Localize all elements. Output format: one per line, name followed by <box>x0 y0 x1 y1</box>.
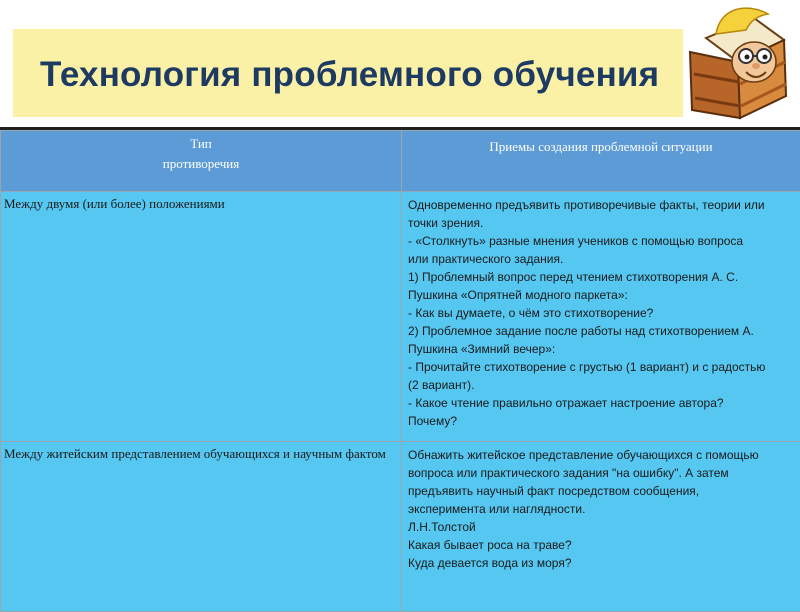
technique-line: Одновременно предъявить противоречивые факты, теории или <box>408 196 794 214</box>
techniques-cell <box>402 442 800 612</box>
technique-line: - Какое чтение правильно отражает настроение автора? <box>408 394 794 412</box>
technique-line: вопроса или практического задания "на ошибку". А затем <box>408 464 794 482</box>
technique-line: 1) Проблемный вопрос перед чтением стихотворения А. С. <box>408 268 794 286</box>
technique-line: Какая бывает роса на траве? <box>408 536 794 554</box>
header-techniques: Приемы создания проблемной ситуации <box>402 131 800 192</box>
technique-line: - «Столкнуть» разные мнения учеников с помощью вопроса <box>408 232 794 250</box>
technique-line: Пушкина «Опрятней модного паркета»: <box>408 286 794 304</box>
header-type-line1: Тип <box>190 136 212 151</box>
contradiction-type-cell: Между житейским представлением обучающихся и научным фактом <box>1 442 402 612</box>
technique-line: эксперимента или наглядности. <box>408 500 794 518</box>
header-contradiction-type <box>1 131 402 192</box>
technique-line: точки зрения. <box>408 214 794 232</box>
header-type-line2: противоречия <box>163 156 239 171</box>
technique-line: - Как вы думаете, о чём это стихотворение? <box>408 304 794 322</box>
comparison-table <box>0 127 800 603</box>
table-header-row <box>1 131 800 192</box>
technique-line: Почему? <box>408 412 794 430</box>
technique-line: Л.Н.Толстой <box>408 518 794 536</box>
table-row <box>1 442 800 612</box>
technique-line: или практического задания. <box>408 250 794 268</box>
contradiction-type-cell: Между двумя (или более) положениями <box>1 192 402 442</box>
techniques-cell <box>402 192 800 442</box>
technique-line: Куда девается вода из моря? <box>408 554 794 572</box>
technique-line: Обнажить житейское представление обучающихся с помощью <box>408 446 794 464</box>
slide-title: Технология проблемного обучения <box>40 55 659 95</box>
technique-line: предъявить научный факт посредством сообщения, <box>408 482 794 500</box>
technique-line: 2) Проблемное задание после работы над стихотворением А. <box>408 322 794 340</box>
table-row <box>1 192 800 442</box>
book-character-icon <box>676 0 800 124</box>
technique-line: - Прочитайте стихотворение с грустью (1 вариант) и с радостью <box>408 358 794 376</box>
technique-line: Пушкина «Зимний вечер»: <box>408 340 794 358</box>
title-band <box>13 29 683 117</box>
technique-line: (2 вариант). <box>408 376 794 394</box>
